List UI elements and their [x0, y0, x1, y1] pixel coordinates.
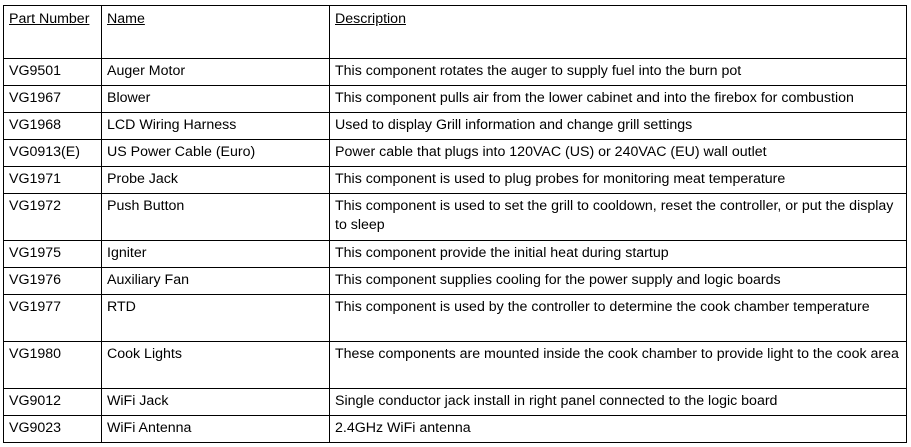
description-cell: This component rotates the auger to supply fuel into the burn pot	[330, 59, 907, 86]
description-cell: This component supplies cooling for the power supply and logic boards	[330, 268, 907, 295]
description-cell: This component provide the initial heat during startup	[330, 241, 907, 268]
table-row	[4, 389, 907, 416]
name-cell: LCD Wiring Harness	[102, 113, 330, 140]
part-number-cell: VG1976	[4, 268, 102, 295]
part-number-cell: VG1968	[4, 113, 102, 140]
part-number-cell: VG1980	[4, 342, 102, 389]
part-number-cell: VG9012	[4, 389, 102, 416]
description-cell: This component is used to plug probes for monitoring meat temperature	[330, 167, 907, 194]
part-number-cell: VG1967	[4, 86, 102, 113]
name-cell: Igniter	[102, 241, 330, 268]
table-row	[4, 268, 907, 295]
table-row	[4, 167, 907, 194]
name-cell: WiFi Antenna	[102, 416, 330, 443]
name-cell: Cook Lights	[102, 342, 330, 389]
table-row	[4, 113, 907, 140]
name-cell: RTD	[102, 295, 330, 342]
table-row	[4, 86, 907, 113]
table-header-row	[4, 6, 907, 59]
header-part-number: Part Number	[4, 6, 102, 59]
table-row	[4, 342, 907, 389]
name-cell: Probe Jack	[102, 167, 330, 194]
header-name: Name	[102, 6, 330, 59]
table-row	[4, 416, 907, 443]
table-row	[4, 59, 907, 86]
part-number-cell: VG1977	[4, 295, 102, 342]
name-cell: Blower	[102, 86, 330, 113]
description-cell: These components are mounted inside the cook chamber to provide light to the cook area	[330, 342, 907, 389]
table-row	[4, 194, 907, 241]
name-cell: Auger Motor	[102, 59, 330, 86]
part-number-cell: VG1971	[4, 167, 102, 194]
description-cell: 2.4GHz WiFi antenna	[330, 416, 907, 443]
description-cell: This component is used to set the grill to cooldown, reset the controller, or put the display to sleep	[330, 194, 907, 241]
description-cell: This component is used by the controller to determine the cook chamber temperature	[330, 295, 907, 342]
part-number-cell: VG0913(E)	[4, 140, 102, 167]
description-cell: Power cable that plugs into 120VAC (US) or 240VAC (EU) wall outlet	[330, 140, 907, 167]
description-cell: Used to display Grill information and change grill settings	[330, 113, 907, 140]
name-cell: Auxiliary Fan	[102, 268, 330, 295]
description-cell: This component pulls air from the lower cabinet and into the firebox for combustion	[330, 86, 907, 113]
table-row	[4, 140, 907, 167]
header-description: Description	[330, 6, 907, 59]
name-cell: US Power Cable (Euro)	[102, 140, 330, 167]
parts-table	[3, 5, 907, 443]
name-cell: WiFi Jack	[102, 389, 330, 416]
part-number-cell: VG9023	[4, 416, 102, 443]
description-cell: Single conductor jack install in right panel connected to the logic board	[330, 389, 907, 416]
table-row	[4, 295, 907, 342]
table-row	[4, 241, 907, 268]
part-number-cell: VG1975	[4, 241, 102, 268]
part-number-cell: VG1972	[4, 194, 102, 241]
name-cell: Push Button	[102, 194, 330, 241]
part-number-cell: VG9501	[4, 59, 102, 86]
